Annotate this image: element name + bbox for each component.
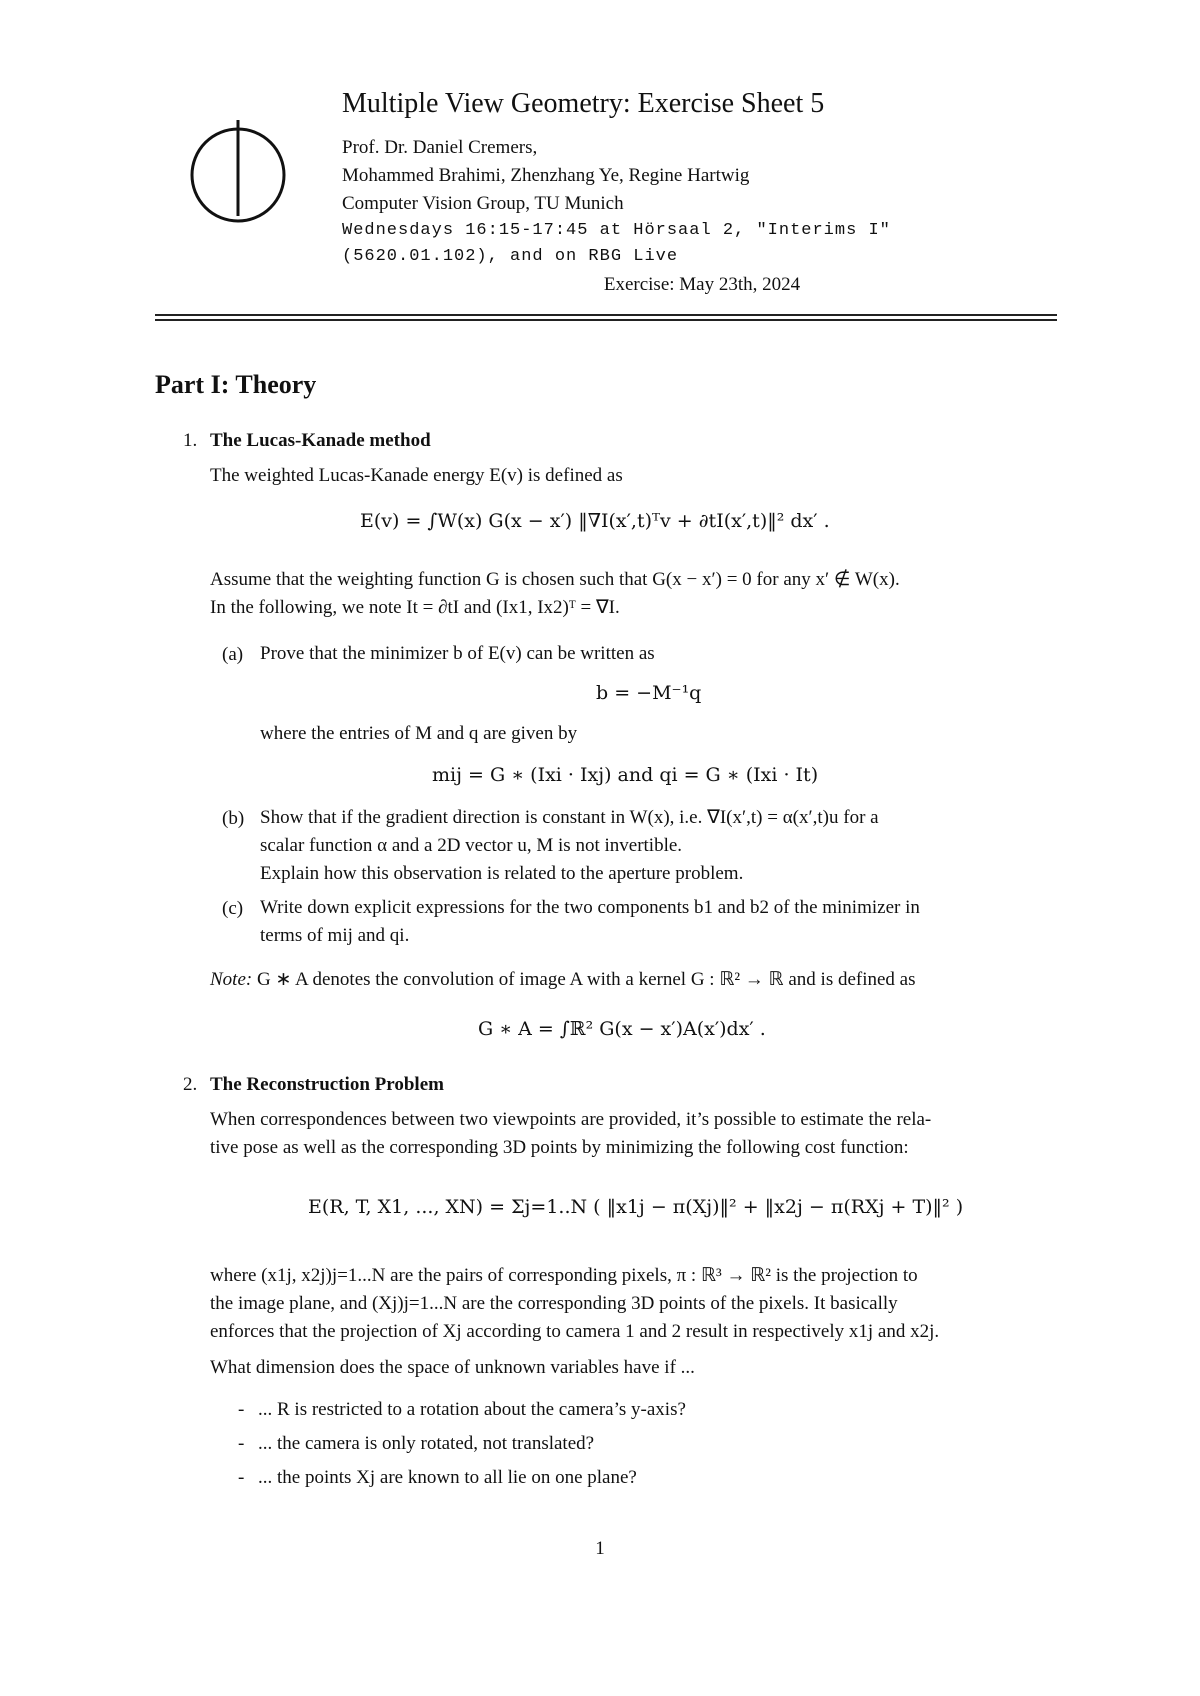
header-schedule-line: Wednesdays 16:15-17:45 at Hörsaal 2, "Interims I" (342, 221, 891, 240)
cost-function-equation: E(R, T, X1, ..., XN) = Σj=1..N ( ‖x1j − π(Xj)‖² + ‖x2j − π(RXj + T)‖² ) (308, 1196, 964, 1218)
item-a-text: Prove that the minimizer b of E(v) can be written as (260, 643, 655, 664)
question-bullet: ... the camera is only rotated, not translated? (258, 1433, 595, 1454)
question-bullet: ... R is restricted to a rotation about the camera’s y-axis? (258, 1399, 686, 1420)
header (342, 88, 1062, 295)
header-room-line: (5620.01.102), and on RBG Live (342, 247, 679, 266)
header-assistants-line: Mohammed Brahimi, Zhenzhang Ye, Regine Hartwig (342, 165, 750, 186)
item-b-text-2: scalar function α and a 2D vector u, M is not invertible. (260, 835, 683, 856)
problem-1-assumption: Assume that the weighting function G is chosen such that G(x − x′) = 0 for any x′ ∉ W(x). (210, 569, 900, 590)
item-c-text-1: Write down explicit expressions for the two components b1 and b2 of the minimizer in (260, 897, 920, 918)
problem-2-where-1: where (x1j, x2j)j=1...N are the pairs of corresponding pixels, π : ℝ³ → ℝ² is the projection to (210, 1265, 918, 1286)
minimizer-equation: b = −M⁻¹q (596, 682, 702, 704)
lucas-kanade-energy-equation: E(v) = ∫W(x) G(x − x′) ‖∇I(x′,t)ᵀv + ∂tI(x′,t)‖² dx′ . (360, 510, 830, 532)
matrix-entries-equation: mij = G ∗ (Ixi · Ixj) and qi = G ∗ (Ixi · It) (432, 764, 819, 786)
item-a-text-2: where the entries of M and q are given by (260, 723, 578, 744)
part-title: Part I: Theory (155, 370, 317, 399)
exercise-date: Exercise: May 23th, 2024 (603, 274, 801, 295)
problem-2-question: What dimension does the space of unknown variables have if ... (210, 1357, 695, 1378)
header-rule-top (155, 314, 1057, 316)
problem-2-text-2: tive pose as well as the corresponding 3D points by minimizing the following cost function: (210, 1137, 909, 1158)
question-bullet: ... the points Xj are known to all lie on one plane? (258, 1467, 637, 1488)
item-a-label: (a) (222, 644, 244, 665)
problem-1-intro: The weighted Lucas-Kanade energy E(v) is defined as (210, 465, 623, 486)
header-group-line: Computer Vision Group, TU Munich (342, 193, 624, 214)
header-rule-bottom (155, 319, 1057, 321)
item-b-label: (b) (222, 808, 245, 829)
university-logo (188, 120, 288, 230)
note-label: Note: (210, 969, 253, 990)
problem-2-where-3: enforces that the projection of Xj according to camera 1 and 2 result in respectively x1j and x2j. (210, 1321, 940, 1342)
convolution-equation: G ∗ A = ∫ℝ² G(x − x′)A(x′)dx′ . (478, 1018, 766, 1040)
note-text: G ∗ A denotes the convolution of image A with a kernel G : ℝ² → ℝ and is defined as (256, 969, 916, 990)
item-b-text-1: Show that if the gradient direction is constant in W(x), i.e. ∇I(x′,t) = α(x′,t)u for a (260, 807, 879, 828)
bullet-marker: - (238, 1467, 245, 1488)
problem-title: The Lucas-Kanade method (210, 430, 431, 451)
item-c-text-2: terms of mij and qi. (260, 925, 410, 946)
problem-number: 2. (183, 1074, 198, 1095)
problem-title: The Reconstruction Problem (210, 1074, 444, 1095)
problem-2-text-1: When correspondences between two viewpoints are provided, it’s possible to estimate the rela- (210, 1109, 932, 1130)
bullet-marker: - (238, 1433, 245, 1454)
convolution-note (210, 966, 916, 994)
page-number: 1 (595, 1538, 605, 1559)
problem-number: 1. (183, 430, 198, 451)
problem-1-notation: In the following, we note It = ∂tI and (Ix1, Ix2)ᵀ = ∇I. (210, 597, 620, 618)
bullet-marker: - (238, 1399, 245, 1420)
item-c-label: (c) (222, 898, 244, 919)
header-authors-line: Prof. Dr. Daniel Cremers, (342, 137, 538, 158)
page-title: Multiple View Geometry: Exercise Sheet 5 (342, 88, 825, 119)
problem-2-where-2: the image plane, and (Xj)j=1...N are the corresponding 3D points of the pixels. It basically (210, 1293, 898, 1314)
item-b-text-3: Explain how this observation is related to the aperture problem. (260, 863, 744, 884)
